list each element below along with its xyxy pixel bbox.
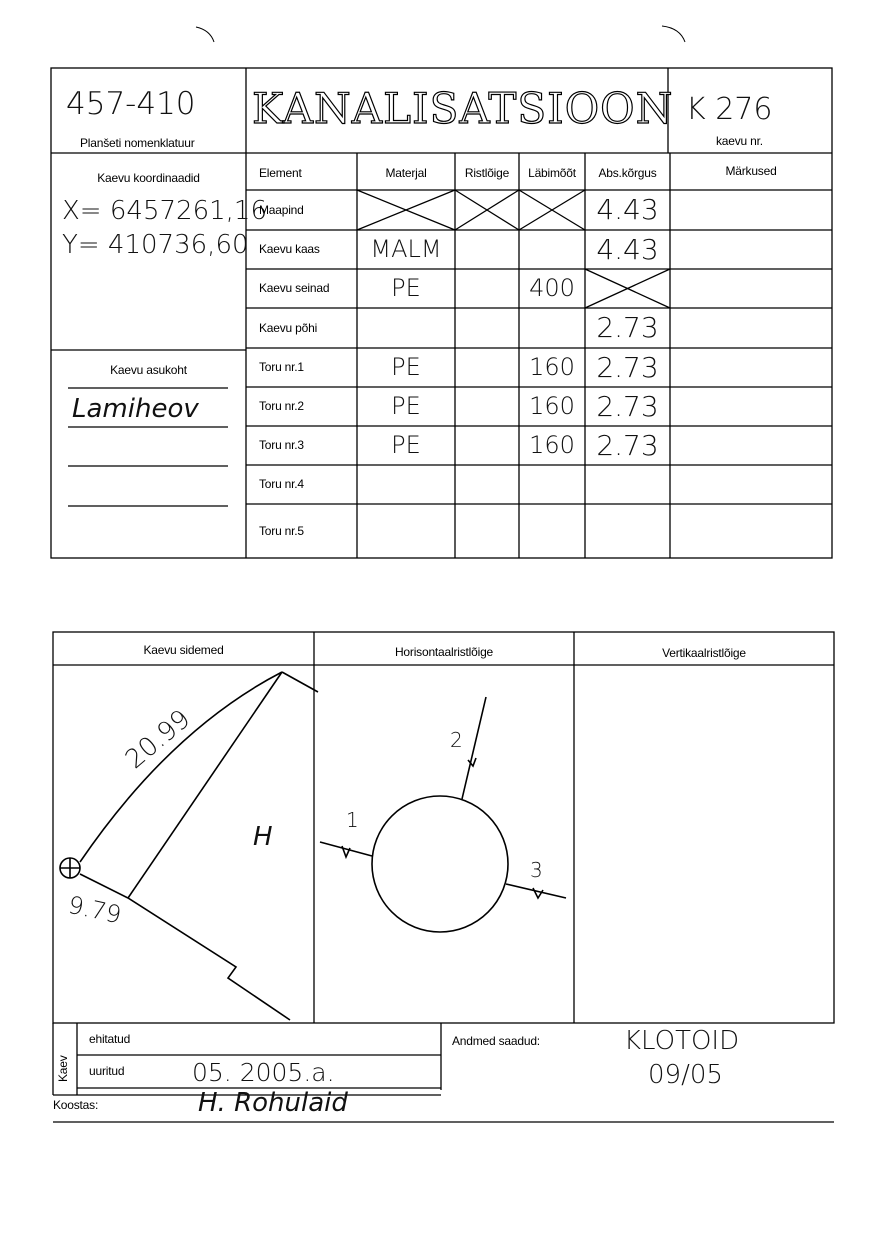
data-given-label: Andmed saadud: xyxy=(452,1034,540,1048)
col-header-abs-height: Abs.kõrgus xyxy=(598,166,657,180)
pipe-1-line xyxy=(320,842,372,856)
pipe-label-3: 3 xyxy=(530,858,543,882)
cell-notes xyxy=(670,465,832,504)
sketch-header-vertical: Vertikaalristlõige xyxy=(662,646,746,660)
data-given-value-1: KLOTOID xyxy=(624,1026,740,1056)
col-header-element: Element xyxy=(259,166,302,180)
footer-side-label: Kaev xyxy=(56,1055,70,1082)
surveyed-value: 05. 2005.a. xyxy=(192,1058,335,1087)
cell-notes xyxy=(670,387,832,426)
pipe-2-line xyxy=(462,697,486,799)
map-number: 457-410 xyxy=(66,86,196,122)
cell-notes xyxy=(670,348,832,387)
cell-notes xyxy=(670,426,832,465)
cell-cross xyxy=(455,348,519,387)
cell-height: 2.73 xyxy=(596,429,659,462)
cell-cross xyxy=(455,269,519,308)
surveyed-label: uuritud xyxy=(89,1064,125,1078)
cell-material: MALM xyxy=(370,235,442,263)
cell-element: Kaevu seinad xyxy=(259,281,330,295)
pipe-label-2: 2 xyxy=(450,728,463,752)
well-number: K 276 xyxy=(686,92,773,127)
sketch-header-horizontal: Horisontaalristlõige xyxy=(394,645,494,659)
cell-diameter xyxy=(519,190,585,230)
distance-label-2: 9.79 xyxy=(65,890,124,930)
cell-notes xyxy=(670,190,832,230)
cell-diameter: 160 xyxy=(529,431,575,459)
cell-cross xyxy=(455,465,519,504)
col-header-diameter: Läbimõõt xyxy=(528,166,576,180)
cell-element: Kaevu kaas xyxy=(259,242,320,256)
cell-diameter: 160 xyxy=(529,353,575,381)
cell-cross xyxy=(455,504,519,558)
col-header-notes: Märkused xyxy=(725,164,777,178)
cell-element: Toru nr.4 xyxy=(259,477,304,491)
cell-height xyxy=(585,504,670,558)
well-circle xyxy=(372,796,508,932)
pipe-3-line xyxy=(506,884,566,898)
cell-cross xyxy=(455,426,519,465)
cell-height: 4.43 xyxy=(596,193,659,226)
cell-height xyxy=(585,269,670,308)
coordinate-x: X= 6457261,16 xyxy=(62,196,268,226)
sketch-header-ties: Kaevu sidemed xyxy=(143,643,224,657)
cell-cross xyxy=(455,230,519,269)
cell-element: Toru nr.3 xyxy=(259,438,304,452)
cell-height: 2.73 xyxy=(596,311,659,344)
cell-element: Toru nr.1 xyxy=(259,360,304,374)
data-given-value-2: 09/05 xyxy=(648,1060,723,1090)
cell-cross xyxy=(455,308,519,348)
cell-cross xyxy=(455,190,519,230)
cell-material: PE xyxy=(391,431,421,459)
coordinate-y: Y= 410736,60 xyxy=(62,230,249,260)
house-marker: H xyxy=(253,822,273,852)
distance-label-1: 20.99 xyxy=(120,704,197,775)
cell-height: 2.73 xyxy=(596,390,659,423)
compiled-value: H. Rohulaid xyxy=(198,1088,348,1118)
col-header-material: Materjal xyxy=(385,166,427,180)
cell-element: Kaevu põhi xyxy=(259,321,318,335)
built-label: ehitatud xyxy=(89,1032,131,1046)
cell-height xyxy=(585,465,670,504)
cell-element: Toru nr.5 xyxy=(259,524,304,538)
location-label: Kaevu asukoht xyxy=(110,363,187,377)
cell-notes xyxy=(670,269,832,308)
cell-height: 2.73 xyxy=(596,351,659,384)
coordinates-label: Kaevu koordinaadid xyxy=(97,171,200,185)
compiled-label: Koostas: xyxy=(53,1098,99,1112)
cell-material xyxy=(357,190,455,230)
cell-diameter xyxy=(519,465,585,504)
pipe-label-1: 1 xyxy=(346,808,359,832)
cell-notes xyxy=(670,230,832,269)
cell-material xyxy=(357,308,455,348)
map-number-label: Planšeti nomenklatuur xyxy=(80,136,195,150)
cell-diameter xyxy=(519,504,585,558)
cell-diameter xyxy=(519,230,585,269)
cell-cross xyxy=(455,387,519,426)
cell-material: PE xyxy=(391,392,421,420)
cell-height: 4.43 xyxy=(596,233,659,266)
location-line-1: Lamiheov xyxy=(72,394,199,424)
cell-element: Toru nr.2 xyxy=(259,399,304,413)
form-title: KANALISATSIOON xyxy=(252,84,674,133)
cell-material xyxy=(357,504,455,558)
cell-material: PE xyxy=(391,274,421,302)
cell-diameter: 400 xyxy=(529,274,575,302)
col-header-cross-section: Ristlõige xyxy=(464,166,510,180)
well-number-label: kaevu nr. xyxy=(716,134,763,148)
cell-material: PE xyxy=(391,353,421,381)
cell-material xyxy=(357,465,455,504)
cell-diameter xyxy=(519,308,585,348)
cell-diameter: 160 xyxy=(529,392,575,420)
cell-notes xyxy=(670,504,832,558)
cell-element: Maapind xyxy=(259,203,304,217)
cell-notes xyxy=(670,308,832,348)
